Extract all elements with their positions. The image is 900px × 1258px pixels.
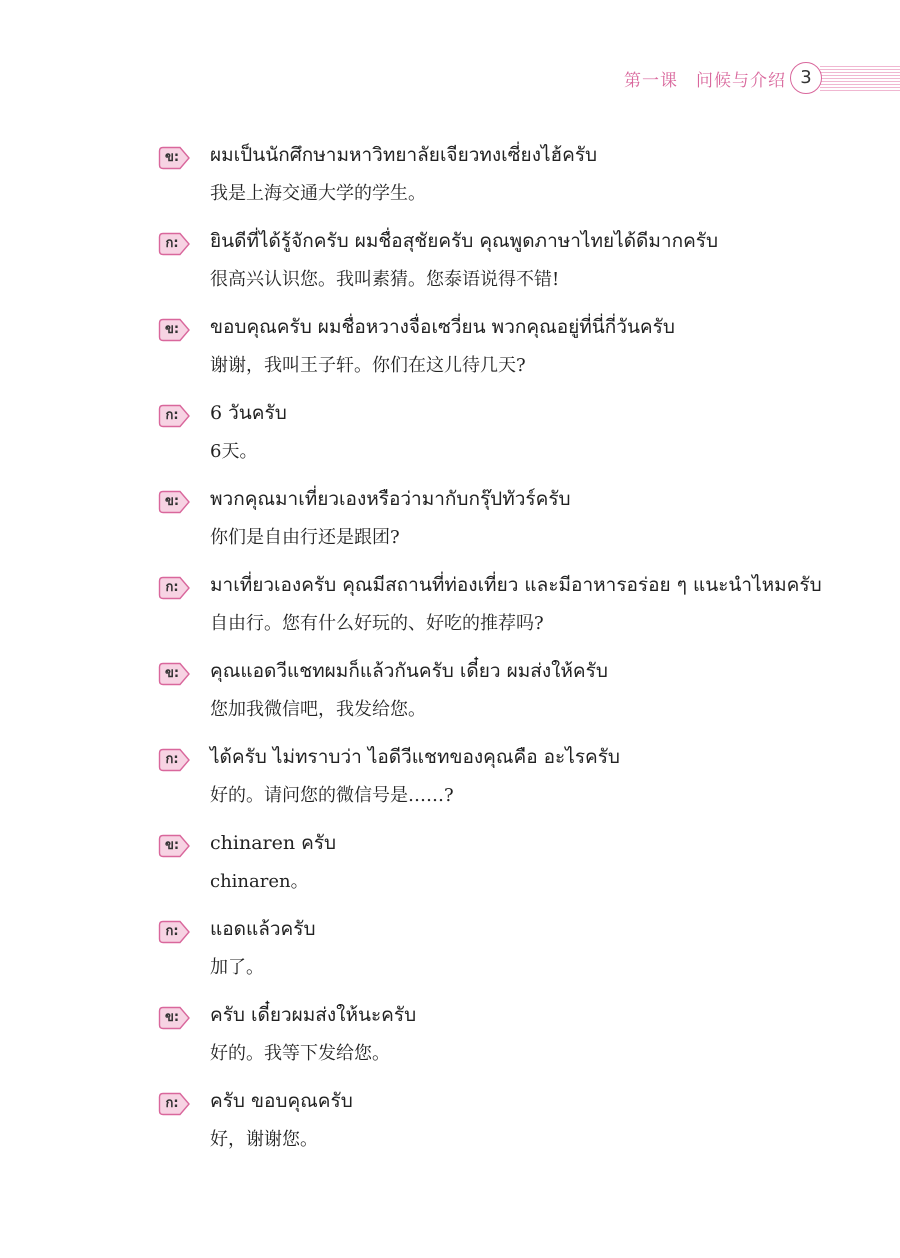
header-decoration-stripes [820, 66, 900, 92]
dialogue-line [158, 570, 858, 656]
thai-sentence: มาเที่ยวเองครับ คุณมีสถานที่ท่องเที่ยว และมีอาหารอร่อย ๆ แนะนำไหมครับ [210, 574, 822, 596]
speaker-tag [158, 662, 192, 686]
speaker-label: ข: [164, 838, 180, 853]
thai-sentence: ครับ ขอบคุณครับ [210, 1090, 353, 1112]
speaker-label: ข: [164, 494, 180, 509]
thai-sentence: แอดแล้วครับ [210, 918, 316, 940]
speaker-label: ข: [164, 322, 180, 337]
chapter-title: 第一课 问候与介绍 [624, 71, 786, 91]
speaker-label: ก: [165, 580, 179, 595]
dialogue-line [158, 140, 858, 226]
chinese-translation: 好的。我等下发给您。 [210, 1043, 390, 1064]
dialogue-line [158, 484, 858, 570]
chinese-translation: chinaren。 [210, 871, 309, 892]
speaker-tag [158, 1092, 192, 1116]
chinese-translation: 我是上海交通大学的学生。 [210, 183, 426, 204]
dialogue-line [158, 656, 858, 742]
speaker-tag [158, 232, 192, 256]
thai-sentence: ได้ครับ ไม่ทราบว่า ไอดีวีแชทของคุณคือ อะไรครับ [210, 746, 620, 768]
speaker-tag [158, 404, 192, 428]
speaker-label: ก: [165, 924, 179, 939]
thai-sentence: พวกคุณมาเที่ยวเองหรือว่ามากับกรุ๊ปทัวร์ครับ [210, 488, 571, 510]
speaker-tag [158, 834, 192, 858]
chinese-translation: 您加我微信吧，我发给您。 [210, 699, 426, 720]
chinese-translation: 谢谢，我叫王子轩。你们在这儿待几天? [210, 355, 526, 376]
thai-sentence: ยินดีที่ได้รู้จักครับ ผมชื่อสุชัยครับ คุณพูดภาษาไทยได้ดีมากครับ [210, 230, 719, 252]
speaker-label: ก: [165, 1096, 179, 1111]
speaker-label: ก: [165, 752, 179, 767]
thai-sentence: chinaren ครับ [210, 832, 337, 854]
speaker-tag [158, 318, 192, 342]
thai-sentence: ขอบคุณครับ ผมชื่อหวางจื่อเซวี่ยน พวกคุณอยู่ที่นี่กี่วันครับ [210, 316, 675, 338]
speaker-tag [158, 1006, 192, 1030]
speaker-tag [158, 576, 192, 600]
thai-sentence: ครับ เดี๋ยวผมส่งให้นะครับ [210, 1004, 417, 1026]
page-header [620, 62, 900, 96]
speaker-label: ข: [164, 150, 180, 165]
dialogue-line [158, 914, 858, 1000]
dialogue-line [158, 1000, 858, 1086]
chinese-translation: 加了。 [210, 957, 264, 978]
chinese-translation: 你们是自由行还是跟团? [210, 527, 400, 548]
speaker-label: ข: [164, 1010, 180, 1025]
dialogue-line [158, 398, 858, 484]
thai-sentence: คุณแอดวีแชทผมก็แล้วกันครับ เดี๋ยว ผมส่งให้ครับ [210, 660, 608, 682]
dialogue-line [158, 312, 858, 398]
chinese-translation: 好的。请问您的微信号是……? [210, 785, 454, 806]
chinese-translation: 好，谢谢您。 [210, 1129, 318, 1150]
speaker-label: ข: [164, 666, 180, 681]
thai-sentence: 6 วันครับ [210, 402, 287, 424]
thai-sentence: ผมเป็นนักศึกษามหาวิทยาลัยเจียวทงเซี่ยงไฮ้ครับ [210, 144, 598, 166]
speaker-label: ก: [165, 236, 179, 251]
dialogue-line [158, 828, 858, 914]
speaker-tag [158, 146, 192, 170]
speaker-tag [158, 748, 192, 772]
dialogue-line [158, 1086, 858, 1172]
chinese-translation: 6天。 [210, 441, 258, 462]
speaker-tag [158, 920, 192, 944]
chinese-translation: 很高兴认识您。我叫素猜。您泰语说得不错! [210, 269, 560, 290]
dialogue-line [158, 226, 858, 312]
dialogue [158, 140, 858, 1172]
dialogue-line [158, 742, 858, 828]
page-number: 3 [790, 62, 822, 94]
speaker-tag [158, 490, 192, 514]
chinese-translation: 自由行。您有什么好玩的、好吃的推荐吗? [210, 613, 544, 634]
speaker-label: ก: [165, 408, 179, 423]
